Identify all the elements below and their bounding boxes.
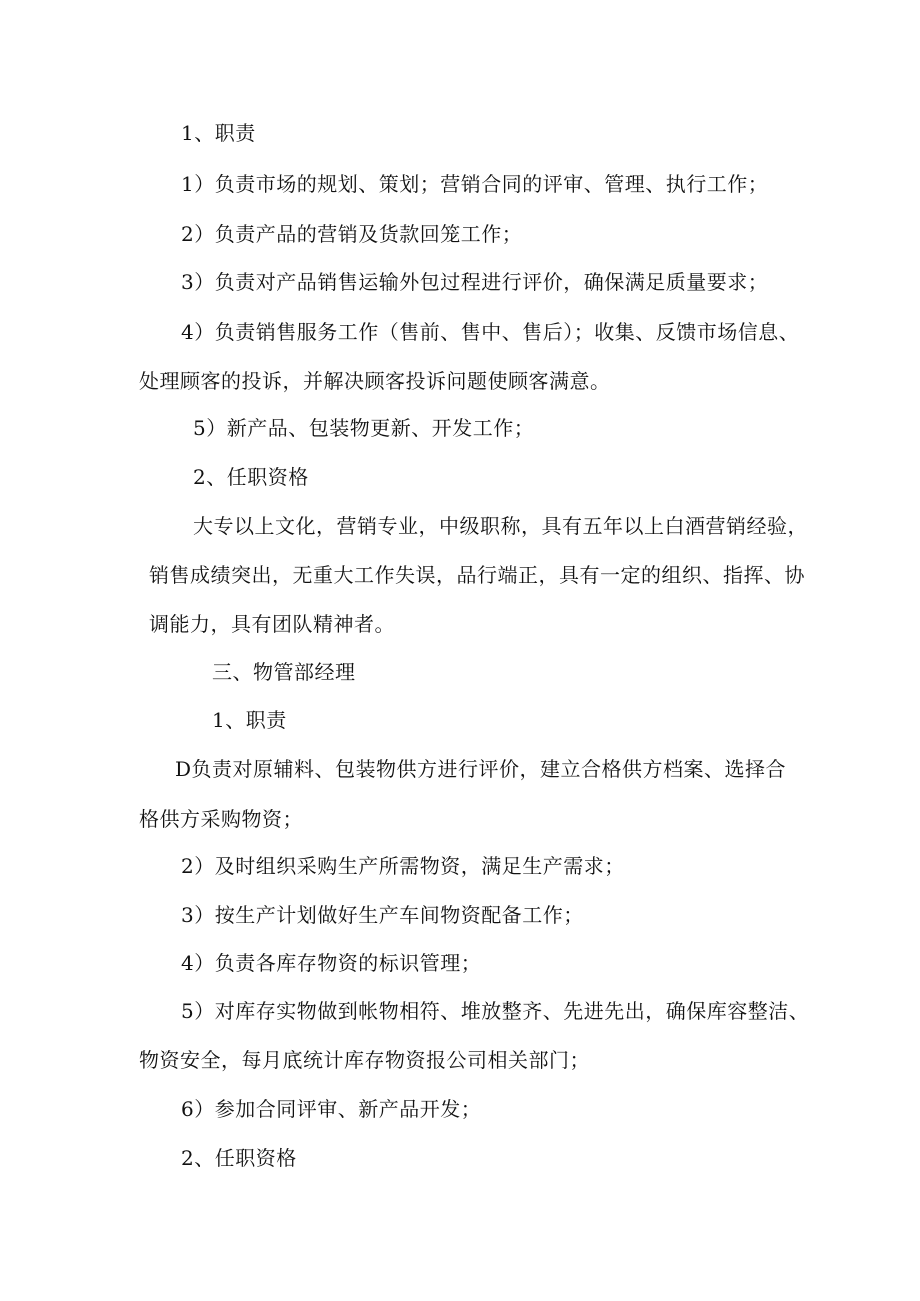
duty-item: 2）及时组织采购生产所需物资，满足生产需求； bbox=[181, 854, 625, 878]
qualification-paragraph-continuation: 销售成绩突出，无重大工作失误，品行端正，具有一定的组织、指挥、协 bbox=[149, 563, 805, 587]
duty-item-continuation: 处理顾客的投诉，并解决顾客投诉问题使顾客满意。 bbox=[139, 369, 611, 393]
duty-item: 5）对库存实物做到帐物相符、堆放整齐、先进先出，确保库容整洁、 bbox=[181, 999, 810, 1023]
qualification-paragraph-continuation: 调能力，具有团队精神者。 bbox=[149, 612, 395, 636]
duty-item: 5）新产品、包装物更新、开发工作； bbox=[193, 416, 535, 440]
duty-item: 4）负责各库存物资的标识管理； bbox=[181, 951, 482, 975]
duty-item-continuation: 物资安全，每月底统计库存物资报公司相关部门； bbox=[139, 1048, 590, 1072]
duty-item-continuation: 格供方采购物资； bbox=[139, 807, 303, 831]
duty-item: 6）参加合同评审、新产品开发； bbox=[181, 1097, 482, 1121]
duty-item: 4）负责销售服务工作（售前、售中、售后）；收集、反馈市场信息、 bbox=[181, 320, 800, 344]
duty-item: 3）按生产计划做好生产车间物资配备工作； bbox=[181, 903, 584, 927]
duty-item: 2）负责产品的营销及货款回笼工作； bbox=[181, 222, 523, 246]
department-heading: 三、物管部经理 bbox=[212, 660, 356, 684]
section-heading: 2、任职资格 bbox=[181, 1146, 297, 1170]
section-heading: 1、职责 bbox=[181, 121, 256, 145]
duty-item: 1）负责市场的规划、策划；营销合同的评审、管理、执行工作； bbox=[181, 172, 769, 196]
duty-item: 3）负责对产品销售运输外包过程进行评价，确保满足质量要求； bbox=[181, 270, 769, 294]
duty-item: D负责对原辅料、包装物供方进行评价，建立合格供方档案、选择合 bbox=[175, 757, 787, 781]
section-heading: 2、任职资格 bbox=[193, 465, 309, 489]
qualification-paragraph: 大专以上文化，营销专业，中级职称，具有五年以上白酒营销经验， bbox=[193, 514, 808, 538]
section-heading: 1、职责 bbox=[212, 708, 287, 732]
